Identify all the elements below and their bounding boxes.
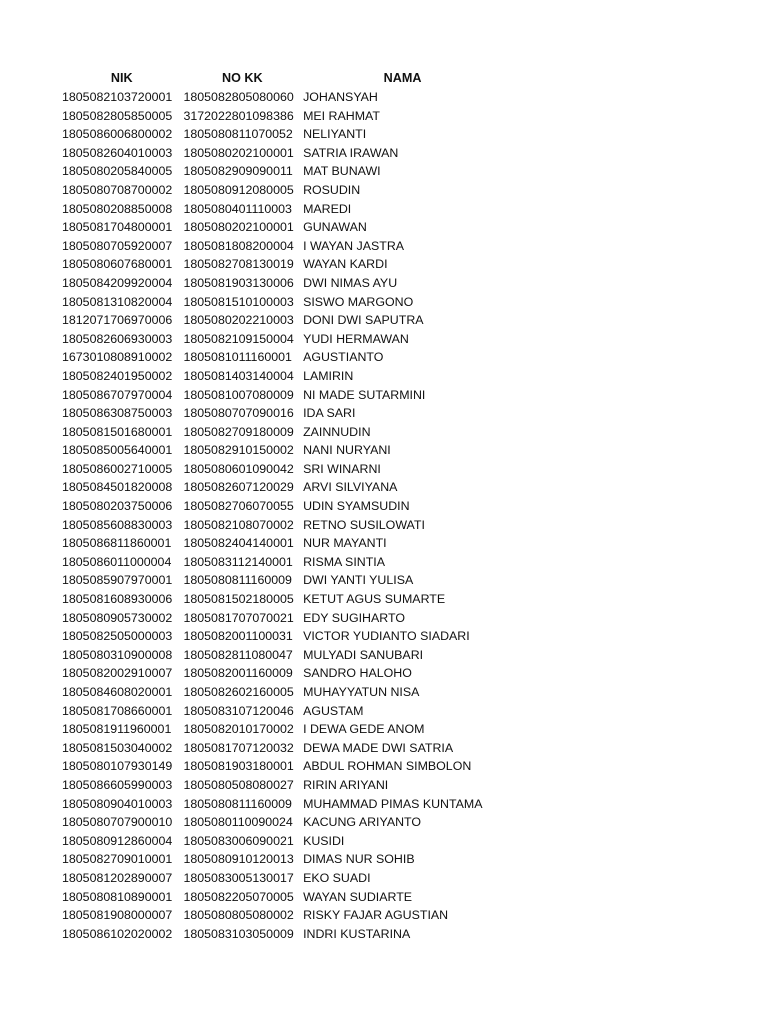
table-row	[62, 609, 502, 628]
cell-nama: MEI RAHMAT	[303, 108, 380, 123]
cell-nama: NELIYANTI	[303, 127, 367, 142]
cell-no-kk: 1805080811160009	[183, 573, 292, 588]
cell-nama: DWI NIMAS AYU	[303, 275, 398, 290]
cell-nama: MULYADI SANUBARI	[303, 647, 424, 662]
cell-nama: KUSIDI	[303, 833, 345, 848]
cell-no-kk: 1805083005130017	[183, 870, 294, 885]
cell-no-kk: 1805081502180005	[183, 592, 294, 607]
cell-nik: 1805081608930006	[62, 592, 173, 607]
cell-nama: NANI NURYANI	[303, 443, 391, 458]
table-row	[62, 757, 502, 776]
cell-nama: MAT BUNAWI	[303, 164, 381, 179]
table-row	[62, 739, 502, 758]
cell-nama: INDRI KUSTARINA	[303, 926, 411, 941]
table-row	[62, 925, 502, 944]
table-row	[62, 330, 502, 349]
cell-nik: 1805085005640001	[62, 443, 173, 458]
table-row	[62, 534, 502, 553]
cell-nama: AGUSTIANTO	[303, 350, 384, 365]
cell-nik: 1805080708700002	[62, 182, 173, 197]
cell-no-kk: 1805082708130019	[183, 257, 294, 272]
cell-nik: 1805084501820008	[62, 480, 173, 495]
cell-no-kk: 1805082205070005	[183, 889, 294, 904]
table-header	[62, 68, 502, 88]
cell-nik: 1805080208850008	[62, 201, 173, 216]
cell-nama: WAYAN SUDIARTE	[303, 889, 413, 904]
table-row	[62, 200, 502, 219]
cell-no-kk: 1805082010170002	[183, 722, 294, 737]
cell-nama: VICTOR YUDIANTO SIADARI	[303, 629, 470, 644]
cell-nik: 1805080310900008	[62, 647, 173, 662]
cell-no-kk: 1805082109150004	[183, 331, 294, 346]
cell-nik: 1805082604010003	[62, 145, 173, 160]
cell-no-kk: 1805082909090011	[183, 164, 293, 179]
cell-nama: SRI WINARNI	[303, 461, 381, 476]
data-sheet	[62, 68, 502, 943]
cell-no-kk: 1805082910150002	[183, 443, 294, 458]
cell-nik: 1673010808910002	[62, 350, 173, 365]
header-nama: NAMA	[383, 70, 422, 85]
cell-nik: 1805081503040002	[62, 740, 173, 755]
header-nik: NIK	[110, 70, 133, 85]
table-row	[62, 850, 502, 869]
cell-nama: I WAYAN JASTRA	[303, 238, 405, 253]
cell-no-kk: 1805081808200004	[183, 238, 294, 253]
cell-nama: RISMA SINTIA	[303, 554, 385, 569]
table-row	[62, 162, 502, 181]
cell-no-kk: 1805082706070055	[183, 499, 294, 514]
cell-no-kk: 1805083006090021	[183, 833, 294, 848]
cell-nik: 1805086011000004	[62, 554, 172, 569]
table-row	[62, 386, 502, 405]
cell-no-kk: 1805080910120013	[183, 852, 294, 867]
cell-no-kk: 1805082001160009	[183, 666, 293, 681]
cell-nama: DWI YANTI YULISA	[303, 573, 414, 588]
cell-no-kk: 1805081707120032	[183, 740, 294, 755]
table-row	[62, 832, 502, 851]
table-row	[62, 478, 502, 497]
cell-no-kk: 1805082404140001	[183, 536, 294, 551]
cell-nama: MUHAYYATUN NISA	[303, 685, 420, 699]
cell-nik: 1805080904010003	[62, 796, 173, 811]
cell-nik: 1805082505000003	[62, 629, 173, 644]
table-row	[62, 144, 502, 163]
cell-nik: 1805082709010001	[62, 852, 173, 867]
cell-nik: 1805085608830003	[62, 517, 173, 532]
cell-nama: UDIN SYAMSUDIN	[303, 499, 410, 514]
cell-nama: RISKY FAJAR AGUSTIAN	[303, 908, 449, 923]
cell-nama: SANDRO HALOHO	[303, 666, 412, 681]
cell-nik: 1805086102020002	[62, 926, 173, 941]
cell-no-kk: 1805080707090016	[183, 406, 294, 421]
table-row	[62, 795, 502, 814]
cell-no-kk: 1805082108070002	[183, 517, 294, 532]
header-no-kk: NO KK	[221, 70, 263, 85]
cell-nama: DONI DWI SAPUTRA	[303, 313, 424, 328]
cell-no-kk: 1805080601090042	[183, 461, 294, 476]
table-row	[62, 88, 502, 107]
cell-nik: 1805081202890007	[62, 870, 173, 885]
cell-nama: RETNO SUSILOWATI	[303, 517, 425, 532]
cell-no-kk: 1805082709180009	[183, 424, 294, 439]
cell-no-kk: 1805080912080005	[183, 182, 294, 197]
table-row	[62, 293, 502, 312]
cell-nik: 1805085907970001	[62, 573, 173, 588]
table-row	[62, 664, 502, 683]
cell-nik: 1805080905730002	[62, 610, 173, 625]
cell-nik: 1805081704800001	[62, 220, 173, 235]
table-row	[62, 627, 502, 646]
cell-nik: 1805084608020001	[62, 685, 173, 699]
cell-no-kk: 1805081007080009	[183, 387, 294, 402]
table-row	[62, 497, 502, 516]
cell-no-kk: 1805083103050009	[183, 926, 294, 941]
cell-nik: 1812071706970006	[62, 313, 173, 328]
cell-nama: ARVI SILVIYANA	[303, 480, 398, 495]
table-row	[62, 311, 502, 330]
cell-no-kk: 1805081903180001	[183, 759, 294, 774]
table-row	[62, 274, 502, 293]
table-row	[62, 553, 502, 572]
cell-nama: EDY SUGIHARTO	[303, 610, 405, 625]
table-row	[62, 776, 502, 795]
cell-nik: 1805080205840005	[62, 164, 173, 179]
cell-no-kk: 1805081403140004	[183, 368, 294, 383]
cell-nik: 1805082606930003	[62, 331, 173, 346]
cell-nik: 1805081908000007	[62, 908, 173, 923]
cell-nama: AGUSTAM	[303, 703, 364, 718]
table-row	[62, 646, 502, 665]
table-row	[62, 720, 502, 739]
cell-nik: 1805086006800002	[62, 127, 173, 142]
table-row	[62, 107, 502, 126]
cell-nama: EKO SUADI	[303, 870, 371, 885]
cell-nik: 1805080203750006	[62, 499, 173, 514]
table-row	[62, 255, 502, 274]
cell-nik: 1805081708660001	[62, 703, 173, 718]
cell-no-kk: 1805082607120029	[183, 480, 294, 495]
cell-nik: 1805080705920007	[62, 238, 173, 253]
cell-no-kk: 1805080811160009	[183, 796, 292, 811]
cell-nama: LAMIRIN	[303, 368, 354, 383]
cell-nik: 1805086707970004	[62, 387, 173, 402]
cell-nik: 1805082805850005	[62, 108, 173, 123]
cell-nama: NUR MAYANTI	[303, 536, 387, 551]
cell-no-kk: 1805081011160001	[183, 350, 292, 365]
cell-nik: 1805081501680001	[62, 424, 173, 439]
cell-no-kk: 1805081510100003	[183, 294, 294, 309]
cell-nik: 1805081911960001	[62, 722, 172, 737]
cell-no-kk: 1805080202210003	[183, 313, 294, 328]
table-row	[62, 869, 502, 888]
cell-nik: 1805086605990003	[62, 777, 173, 792]
cell-no-kk: 1805080805080002	[183, 908, 294, 923]
table-row	[62, 906, 502, 925]
cell-no-kk: 1805081903130006	[183, 275, 294, 290]
table-row	[62, 590, 502, 609]
cell-nik: 1805080607680001	[62, 257, 173, 272]
table-row	[62, 683, 502, 702]
table-row	[62, 367, 502, 386]
cell-nik: 1805080912860004	[62, 833, 173, 848]
cell-nik: 1805080810890001	[62, 889, 173, 904]
table-row	[62, 423, 502, 442]
cell-no-kk: 1805080508080027	[183, 777, 294, 792]
cell-nama: I DEWA GEDE ANOM	[303, 722, 425, 737]
table-row	[62, 702, 502, 721]
cell-nik: 1805082103720001	[62, 90, 173, 104]
cell-nik: 1805084209920004	[62, 275, 173, 290]
cell-no-kk: 1805082811080047	[183, 647, 293, 662]
cell-nama: ROSUDIN	[303, 182, 361, 197]
cell-no-kk: 1805080202100001	[183, 145, 294, 160]
cell-nama: MUHAMMAD PIMAS KUNTAMA	[303, 796, 483, 811]
cell-no-kk: 1805080202100001	[183, 220, 294, 235]
header-row	[62, 68, 502, 88]
table-row	[62, 813, 502, 832]
cell-no-kk: 1805082001100031	[183, 629, 293, 644]
cell-nama: MAREDI	[303, 201, 352, 216]
table-row	[62, 348, 502, 367]
cell-nama: NI MADE SUTARMINI	[303, 387, 426, 402]
cell-nama: KETUT AGUS SUMARTE	[303, 592, 446, 607]
cell-nama: ZAINNUDIN	[303, 424, 371, 439]
table-row	[62, 125, 502, 144]
cell-nama: DIMAS NUR SOHIB	[303, 852, 415, 867]
table-body	[62, 88, 502, 943]
cell-nama: GUNAWAN	[303, 220, 367, 235]
table-row	[62, 181, 502, 200]
cell-no-kk: 1805083107120046	[183, 703, 294, 718]
cell-no-kk: 1805080110090024	[183, 815, 293, 830]
cell-nama: SATRIA IRAWAN	[303, 145, 399, 160]
table-row	[62, 888, 502, 907]
cell-nama: DEWA MADE DWI SATRIA	[303, 740, 454, 755]
cell-nik: 1805080707900010	[62, 815, 173, 830]
cell-nik: 1805086811860001	[62, 536, 172, 551]
cell-nik: 1805082002910007	[62, 666, 173, 681]
cell-nama: YUDI HERMAWAN	[303, 331, 409, 346]
cell-no-kk: 1805082602160005	[183, 685, 294, 699]
cell-nama: RIRIN ARIYANI	[303, 777, 389, 792]
cell-nama: SISWO MARGONO	[303, 294, 414, 309]
cell-nik: 1805080107930149	[62, 759, 173, 774]
cell-nik: 1805081310820004	[62, 294, 173, 309]
table-row	[62, 516, 502, 535]
table-row	[62, 441, 502, 460]
resident-table	[62, 68, 502, 943]
cell-no-kk: 1805081707070021	[183, 610, 294, 625]
table-row	[62, 237, 502, 256]
cell-nama: KACUNG ARIYANTO	[303, 815, 422, 830]
cell-nama: JOHANSYAH	[303, 90, 378, 104]
cell-no-kk: 1805083112140001	[183, 554, 293, 569]
cell-nama: WAYAN KARDI	[303, 257, 388, 272]
table-row	[62, 571, 502, 590]
cell-no-kk: 3172022801098386	[183, 108, 294, 123]
cell-nama: IDA SARI	[303, 406, 356, 421]
table-row	[62, 460, 502, 479]
cell-no-kk: 1805082805080060	[183, 90, 294, 104]
table-row	[62, 218, 502, 237]
cell-no-kk: 1805080811070052	[183, 127, 293, 142]
table-row	[62, 404, 502, 423]
cell-nik: 1805086002710005	[62, 461, 173, 476]
cell-no-kk: 1805080401110003	[183, 201, 292, 216]
cell-nik: 1805082401950002	[62, 368, 173, 383]
cell-nama: ABDUL ROHMAN SIMBOLON	[303, 759, 472, 774]
cell-nik: 1805086308750003	[62, 406, 173, 421]
